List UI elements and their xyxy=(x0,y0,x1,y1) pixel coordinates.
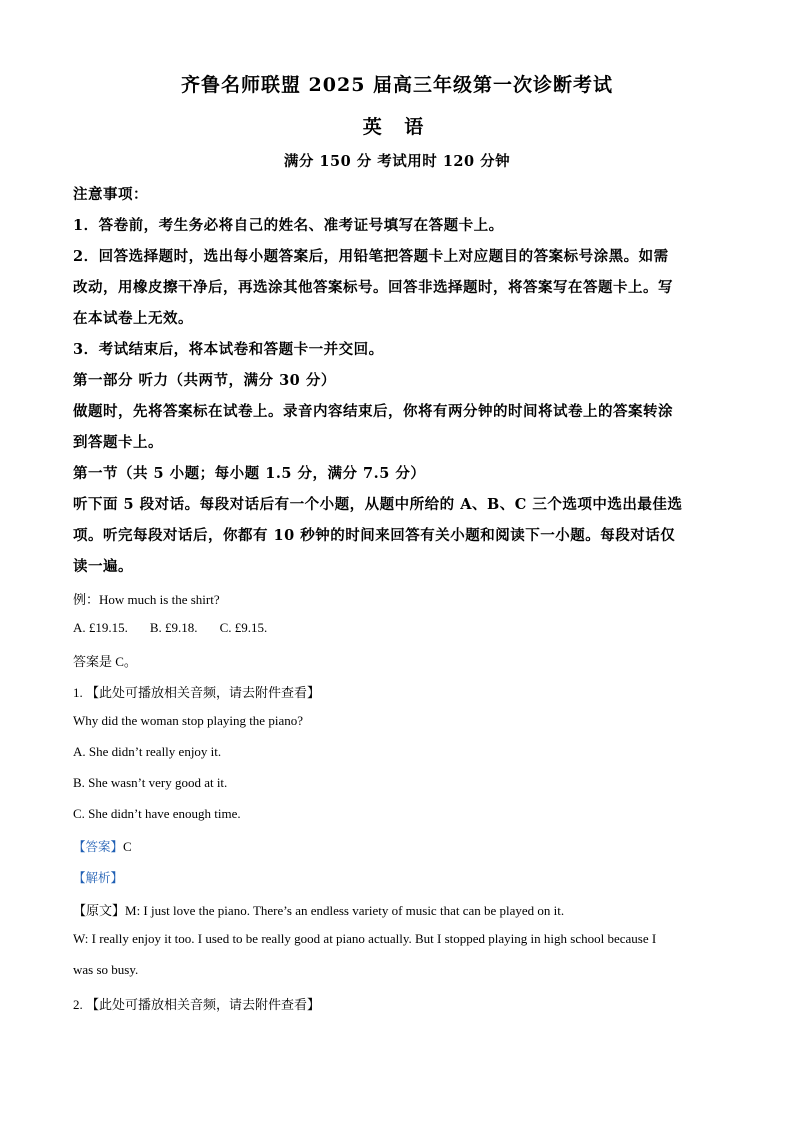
question-2-audio-link[interactable]: 【此处可播放相关音频，请去附件查看】 xyxy=(86,997,321,1012)
question-1-answer: C xyxy=(123,839,132,854)
question-2-header xyxy=(73,994,320,1013)
analysis-tag: 【解析】 xyxy=(73,870,124,885)
notice-item-2-line-2: 改动，用橡皮擦干净后，再选涂其他答案标号。回答非选择题时，将答案写在答题卡上。写 xyxy=(73,279,673,296)
section1-instruction-line-1: 听下面 5 段对话。每段对话后有一个小题，从题中所给的 A、B、C 三个选项中选出最佳选 xyxy=(73,496,683,513)
question-1-analysis-row xyxy=(73,868,123,886)
section1-heading: 第一节（共 5 小题；每小题 1.5 分，满分 7.5 分） xyxy=(73,465,426,482)
part1-heading: 第一部分 听力（共两节，满分 30 分） xyxy=(73,372,336,389)
question-1-audio-link[interactable]: 【此处可播放相关音频，请去附件查看】 xyxy=(86,685,321,700)
notice-item-1: 1．答卷前，考生务必将自己的姓名、准考证号填写在答题卡上。 xyxy=(73,217,504,234)
question-1-option-c: C. She didn’t have enough time. xyxy=(73,806,241,821)
answer-tag: 【答案】 xyxy=(73,839,124,854)
example-option-a: A. £19.15. xyxy=(73,620,128,635)
original-m-text: M: I just love the piano. There’s an endless variety of music that can be played on it. xyxy=(125,903,565,918)
question-1-original-w-line-2: was so busy. xyxy=(73,962,139,977)
section1-instruction-line-3: 读一遍。 xyxy=(73,558,133,575)
part1-instruction-line-2: 到答题卡上。 xyxy=(73,434,163,451)
original-tag: 【原文】 xyxy=(73,903,126,918)
exam-meta: 满分 150 分 考试用时 120 分钟 xyxy=(283,153,511,170)
notice-heading: 注意事项： xyxy=(73,186,148,203)
question-1-original-w-line-1: W: I really enjoy it too. I used to be really good at piano actually. But I stopped playing in high school because I xyxy=(73,931,657,946)
question-2-number: 2. xyxy=(73,997,86,1012)
notice-item-2-line-3: 在本试卷上无效。 xyxy=(73,310,193,327)
question-1-answer-row xyxy=(73,837,132,855)
question-1-header xyxy=(73,682,320,701)
example-question: 例：How much is the shirt? xyxy=(73,592,220,607)
example-options xyxy=(73,620,289,636)
question-1-number: 1. xyxy=(73,685,86,700)
exam-title: 齐鲁名师联盟 2025 届高三年级第一次诊断考试 xyxy=(180,74,614,96)
question-1-option-a: A. She didn’t really enjoy it. xyxy=(73,744,222,759)
notice-item-2-line-1: 2．回答选择题时，选出每小题答案后，用铅笔把答题卡上对应题目的答案标号涂黑。如需 xyxy=(73,248,669,265)
example-option-b: B. £9.18. xyxy=(149,620,198,635)
question-1-original-m xyxy=(73,900,564,919)
example-option-c: C. £9.15. xyxy=(219,620,268,635)
section1-instruction-line-2: 项。听完每段对话后，你都有 10 秒钟的时间来回答有关小题和阅读下一小题。每段对话仅 xyxy=(73,527,676,544)
notice-item-3: 3．考试结束后，将本试卷和答题卡一并交回。 xyxy=(73,341,384,358)
question-1-option-b: B. She wasn’t very good at it. xyxy=(73,775,228,790)
subject-title: 英 语 xyxy=(362,116,432,138)
example-answer: 答案是 C。 xyxy=(73,654,137,669)
part1-instruction-line-1: 做题时，先将答案标在试卷上。录音内容结束后，你将有两分钟的时间将试卷上的答案转涂 xyxy=(73,403,673,420)
question-1-text: Why did the woman stop playing the piano? xyxy=(73,713,303,728)
